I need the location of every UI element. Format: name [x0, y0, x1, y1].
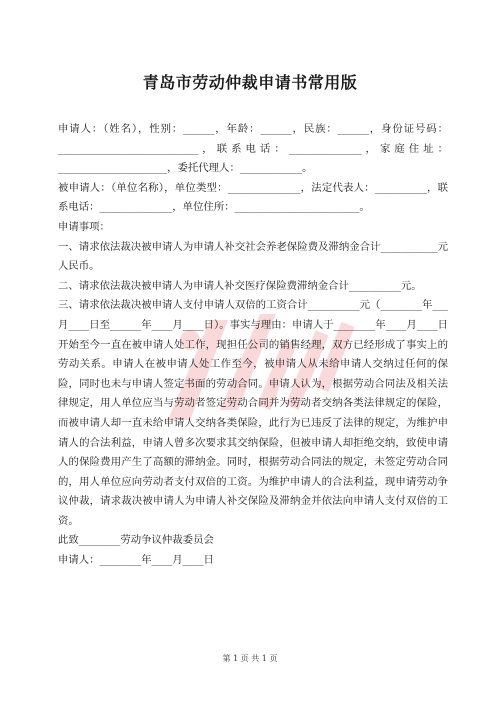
signature-line: 申请人：________年____月____日 [58, 554, 214, 567]
addressee: 此致________劳动争议仲裁委员会 [58, 534, 214, 547]
respondent-info: 被申请人：（单位名称），单位类型：______________，法定代表人：__________，联系电话：______________，单位住所：________________________。 [58, 181, 448, 214]
claim-2: 二、请求依法裁决被申请人为申请人补交医疗保险费滞纳金合计__________元。 [58, 279, 422, 292]
claim-1: 一、请求依法裁决被申请人为申请人补交社会养老保险费及滞纳金合计___________元人民币。 [58, 240, 448, 273]
applicant-info: 申请人：（姓名），性别：______，年龄：______，民族：______，身份证号码：___________________________，联系电话：______________，家庭住址：_____________________，委托代理人：____________。 [58, 123, 448, 175]
document-body [58, 120, 448, 571]
claim-3-and-facts: 三、请求依法裁决被申请人支付申请人双倍的工资合计__________元（________年___月____日至______年____月____日）。事实与理由：申请人于________年____月____日开始至今一直在被申请人处工作，现担任公司的销售经理，双方已经形成了事实上的劳动关系。申请人在被申请人处工作至今，被申请人从未给申请人交纳过任何的保险，同时也未与申请人签定书面的劳动合同。申请人认为，根据劳动合同法及相关法律规定，用人单位应当与劳动者签定劳动合同并为劳动者交纳各类法律规定的保险，而被申请人却一直未给申请人交纳各类保险，此行为已违反了法律的规定，为维护申请人的合法利益，申请人曾多次要求其交纳保险，但被申请人却拒绝交纳，致使申请人的保险费用产生了高额的滞纳金。同时，根据劳动合同法的规定，未签定劳动合同的，用人单位应向劳动者支付双倍的工资。为维护申请人的合法利益，现申请劳动争议仲裁，请求裁决被申请人为申请人补交保险及滞纳金并依法向申请人支付双倍的工资。 [58, 299, 448, 527]
document-title: 青岛市劳动仲裁申请书常用版 [142, 73, 358, 92]
page-indicator: 第 1 页 共 1 页 [222, 654, 278, 663]
matters-heading: 申请事项： [58, 220, 110, 233]
